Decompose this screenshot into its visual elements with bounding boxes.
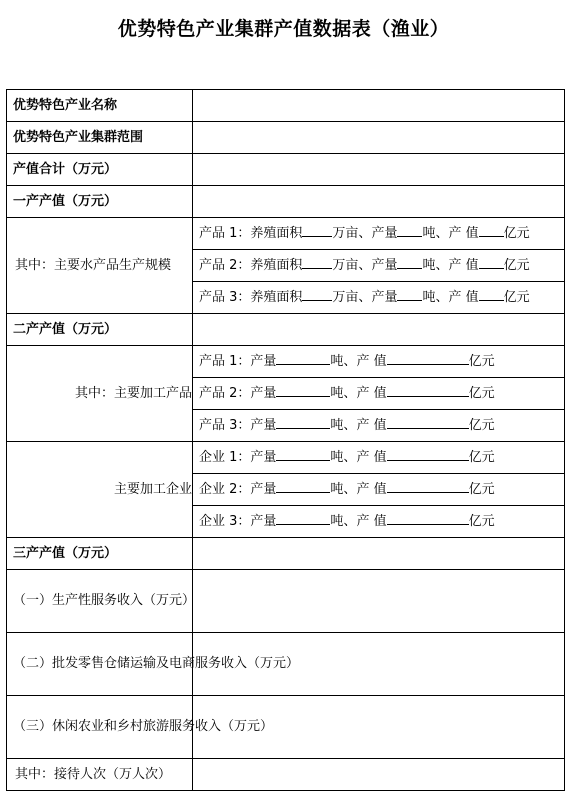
row-label-secondary-output: 二产产值（万元） bbox=[7, 314, 193, 346]
value-blank[interactable] bbox=[387, 416, 469, 429]
enterprise-1-cell[interactable]: 企业 1：产量 吨、产 值 亿元 bbox=[193, 442, 565, 474]
production-blank[interactable] bbox=[276, 480, 330, 493]
production-blank[interactable] bbox=[397, 224, 422, 237]
value-blank[interactable] bbox=[387, 352, 469, 365]
table-row bbox=[7, 633, 565, 696]
processed-product-2-cell[interactable]: 产品 2：产量 吨、产 值 亿元 bbox=[193, 378, 565, 410]
value-blank[interactable] bbox=[387, 480, 469, 493]
value-blank[interactable] bbox=[387, 448, 469, 461]
table-row bbox=[7, 570, 565, 633]
tertiary-1-value-cell[interactable] bbox=[193, 570, 565, 633]
row-label-primary-sub: 其中：主要水产品生产规模 bbox=[7, 218, 193, 314]
processed-product-1-cell[interactable]: 产品 1：产量 吨、产 值 亿元 bbox=[193, 346, 565, 378]
production-blank[interactable] bbox=[276, 448, 330, 461]
row-label-tertiary-3: （三）休闲农业和乡村旅游服务收入（万元） bbox=[7, 696, 193, 759]
secondary-output-value-cell[interactable] bbox=[193, 314, 565, 346]
row-label-cluster-scope: 优势特色产业集群范围 bbox=[7, 122, 193, 154]
value-blank[interactable] bbox=[479, 288, 504, 301]
total-output-value-cell[interactable] bbox=[193, 154, 565, 186]
row-label-industry-name: 优势特色产业名称 bbox=[7, 90, 193, 122]
table-row bbox=[7, 314, 565, 346]
aquatic-product-1-cell[interactable]: 产品 1：养殖面积 万亩、产量 吨、产 值 亿元 bbox=[193, 218, 565, 250]
table-row bbox=[7, 154, 565, 186]
production-blank[interactable] bbox=[276, 416, 330, 429]
page-title: 优势特色产业集群产值数据表（渔业） bbox=[117, 18, 450, 40]
value-blank[interactable] bbox=[387, 384, 469, 397]
output-data-table bbox=[6, 89, 565, 791]
primary-output-value-cell[interactable] bbox=[193, 186, 565, 218]
value-blank[interactable] bbox=[387, 512, 469, 525]
table-row bbox=[7, 218, 565, 250]
area-blank[interactable] bbox=[302, 256, 332, 269]
processed-product-3-cell[interactable]: 产品 3：产量 吨、产 值 亿元 bbox=[193, 410, 565, 442]
production-blank[interactable] bbox=[397, 256, 422, 269]
table-row bbox=[7, 90, 565, 122]
row-label-primary-output: 一产产值（万元） bbox=[7, 186, 193, 218]
row-label-total-output: 产值合计（万元） bbox=[7, 154, 193, 186]
aquatic-product-2-cell[interactable]: 产品 2：养殖面积 万亩、产量 吨、产 值 亿元 bbox=[193, 250, 565, 282]
production-blank[interactable] bbox=[397, 288, 422, 301]
table-row bbox=[7, 442, 565, 474]
aquatic-product-label: 产品 1： bbox=[199, 226, 251, 241]
production-blank[interactable] bbox=[276, 352, 330, 365]
table-row bbox=[7, 122, 565, 154]
value-blank[interactable] bbox=[479, 224, 504, 237]
aquatic-product-label: 产品 3： bbox=[199, 290, 251, 305]
production-blank[interactable] bbox=[276, 512, 330, 525]
enterprise-2-cell[interactable]: 企业 2：产量 吨、产 值 亿元 bbox=[193, 474, 565, 506]
tertiary-output-value-cell[interactable] bbox=[193, 538, 565, 570]
row-label-secondary-enterprises: 主要加工企业 bbox=[7, 442, 193, 538]
row-label-tertiary-2: （二）批发零售仓储运输及电商服务收入（万元） bbox=[7, 633, 193, 696]
production-blank[interactable] bbox=[276, 384, 330, 397]
aquatic-product-label: 产品 2： bbox=[199, 258, 251, 273]
industry-name-value-cell[interactable] bbox=[193, 90, 565, 122]
row-label-tertiary-output: 三产产值（万元） bbox=[7, 538, 193, 570]
table-row bbox=[7, 759, 565, 791]
visitors-value-cell[interactable] bbox=[193, 759, 565, 791]
table-row bbox=[7, 696, 565, 759]
table-row bbox=[7, 538, 565, 570]
table-row bbox=[7, 186, 565, 218]
row-label-tertiary-1: （一）生产性服务收入（万元） bbox=[7, 570, 193, 633]
cluster-scope-value-cell[interactable] bbox=[193, 122, 565, 154]
row-label-secondary-products: 其中：主要加工产品 bbox=[7, 346, 193, 442]
value-blank[interactable] bbox=[479, 256, 504, 269]
table-row bbox=[7, 346, 565, 378]
area-blank[interactable] bbox=[302, 224, 332, 237]
aquatic-product-3-cell[interactable]: 产品 3：养殖面积 万亩、产量 吨、产 值 亿元 bbox=[193, 282, 565, 314]
enterprise-3-cell[interactable]: 企业 3：产量 吨、产 值 亿元 bbox=[193, 506, 565, 538]
row-label-visitors: 其中：接待人次（万人次） bbox=[7, 759, 193, 791]
area-blank[interactable] bbox=[302, 288, 332, 301]
